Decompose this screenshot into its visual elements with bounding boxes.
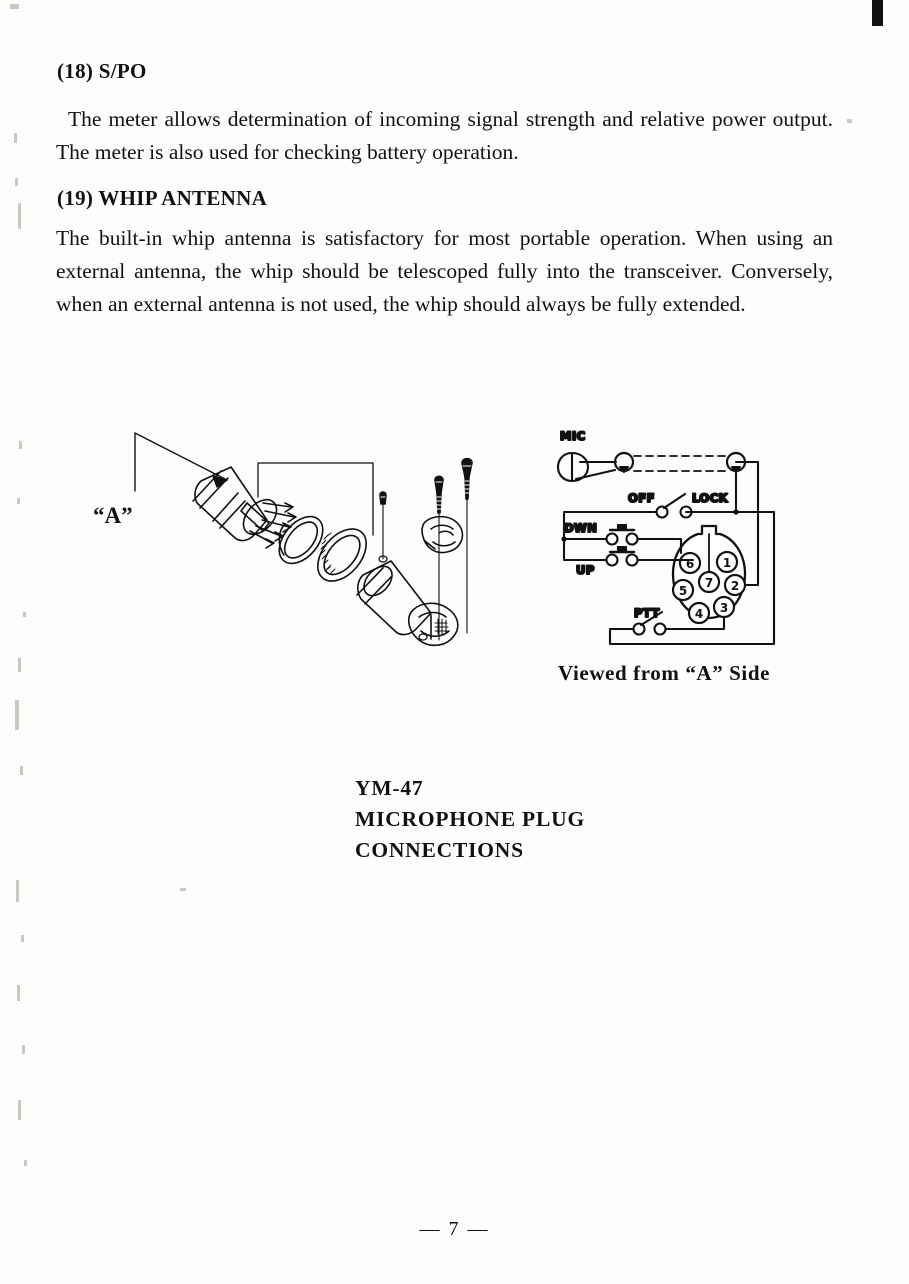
scan-speck — [24, 1160, 27, 1166]
schematic-label-off: OFF — [628, 491, 655, 505]
cable-end-texture — [435, 619, 448, 634]
microphone-capsule — [558, 453, 615, 481]
schematic-label-lock: LOCK — [692, 491, 729, 505]
section-heading-18: (18) S/PO — [57, 59, 147, 83]
cable-clamp-upper — [422, 517, 462, 553]
cable-clamp-lower — [409, 603, 458, 645]
scan-speck — [23, 612, 26, 617]
scan-speck — [847, 119, 852, 123]
scan-speck — [17, 498, 20, 504]
scan-speck — [10, 4, 19, 9]
terminal-mic-side — [615, 453, 633, 472]
schematic-label-mic: MIC — [560, 429, 586, 443]
scan-speck — [20, 766, 23, 775]
switch-up — [607, 547, 638, 566]
scan-speck — [19, 441, 22, 449]
screw-short — [380, 492, 386, 559]
figure-wiring-schematic — [552, 422, 817, 652]
schematic-label-up: UP — [576, 563, 595, 577]
section-paragraph-18: The meter allows determination of incoming signal strength and relative power output. The meter is also used for checking battery operation. — [56, 107, 833, 164]
schematic-wiring — [561, 462, 774, 644]
figure-title-line-connections: CONNECTIONS — [355, 838, 524, 862]
switch-off-lock — [657, 494, 692, 518]
schematic-label-ptt: PTT — [634, 606, 660, 620]
pin-number-3: 3 — [719, 601, 729, 615]
leader-line-a — [135, 433, 227, 491]
figure-exploded-plug-assembly — [95, 425, 495, 675]
pin-number-2: 2 — [730, 579, 740, 593]
pin-number-4: 4 — [694, 607, 704, 621]
plug-body-with-pins — [193, 467, 296, 548]
figure-title-line-plug: MICROPHONE PLUG — [355, 807, 585, 831]
section-paragraph-19: The built-in whip antenna is satisfactory for most portable operation. When using an external antenna, the whip should be telescoped fully into the transceiver. Conversely, when an external antenna is not used, the whip should always be fully extended. — [56, 226, 833, 316]
switch-dwn — [607, 525, 638, 545]
screw-long-right — [462, 459, 472, 634]
page-number: — 7 — — [419, 1218, 490, 1240]
pin-number-7: 7 — [704, 576, 714, 590]
figure-title-block — [355, 773, 585, 866]
scan-speck — [22, 1045, 25, 1054]
washer-ring-plain — [271, 508, 332, 571]
figure-caption-viewed-from-a: Viewed from “A” Side — [558, 661, 771, 685]
schematic-label-dwn: DWN — [564, 521, 598, 535]
cable-shell-body — [357, 561, 431, 635]
scan-speck — [16, 880, 19, 902]
scan-speck — [18, 203, 21, 229]
scan-speck — [21, 935, 24, 942]
callout-label-a: “A” — [93, 503, 133, 528]
screw-long-middle — [435, 476, 443, 640]
screw-hole-lower — [419, 634, 427, 640]
section-heading-19: (19) WHIP ANTENNA — [57, 186, 268, 210]
scan-speck — [180, 888, 186, 891]
shielded-cable-dashed — [634, 456, 726, 471]
scan-speck — [18, 1100, 21, 1120]
scan-speck — [15, 700, 19, 730]
figure-title-line-model: YM-47 — [355, 776, 424, 800]
pin-number-1: 1 — [722, 556, 732, 570]
scan-artifact-corner-mark — [872, 0, 883, 26]
pin-number-5: 5 — [678, 584, 688, 598]
scan-speck — [18, 658, 21, 672]
pin-number-6: 6 — [685, 557, 695, 571]
scan-speck — [17, 985, 20, 1001]
scan-speck — [15, 178, 18, 186]
scan-speck — [14, 133, 17, 143]
